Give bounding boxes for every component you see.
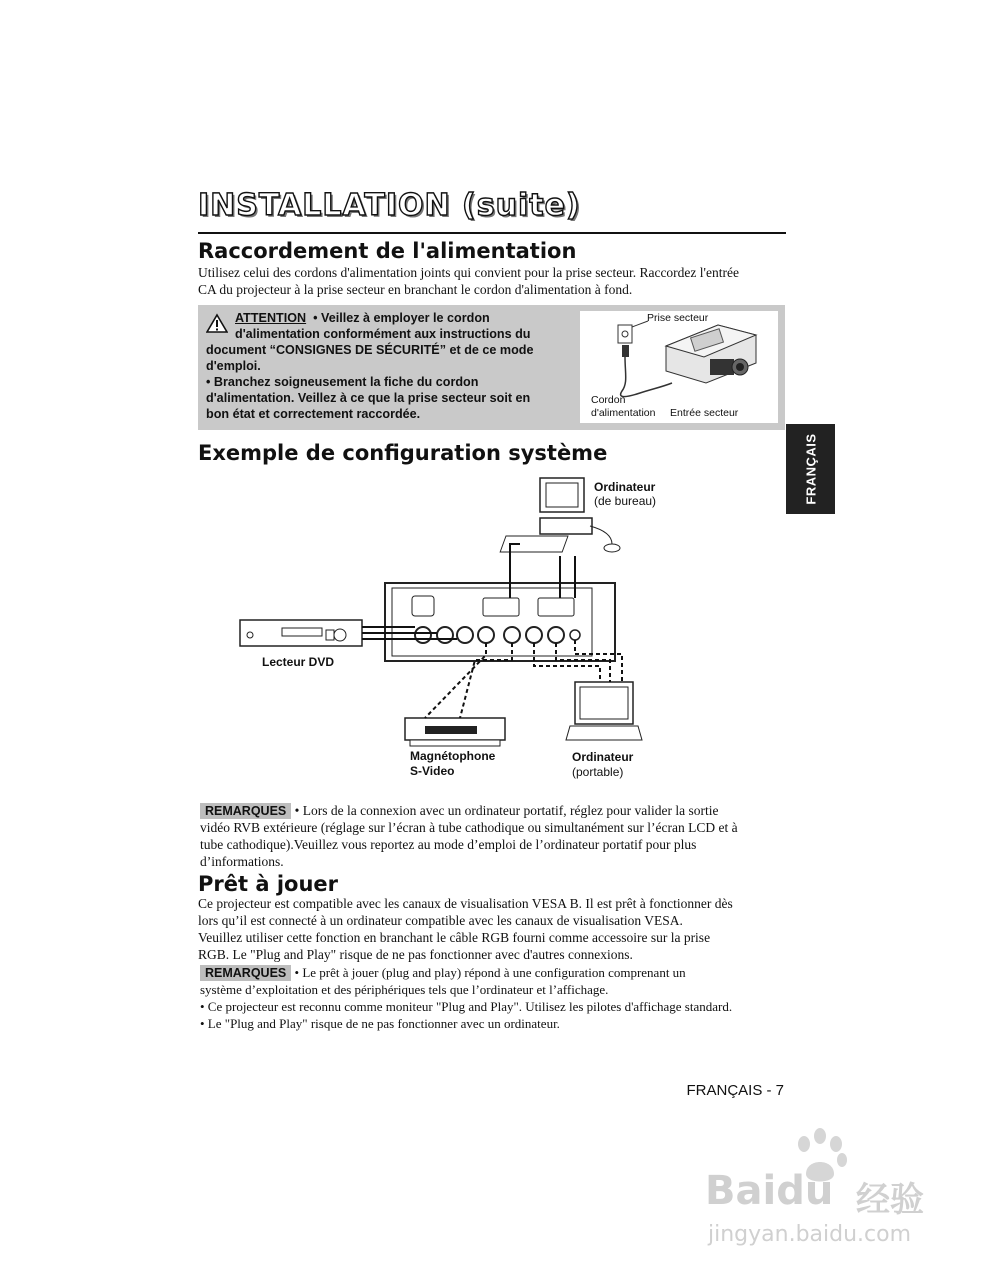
config-heading: Exemple de configuration système <box>198 441 608 465</box>
system-diagram <box>230 470 650 760</box>
vcr-label: Magnétophone S-Video <box>410 749 496 778</box>
outlet-label: Prise secteur <box>647 312 709 324</box>
projector-rear-panel <box>385 583 615 661</box>
remarks-badge: REMARQUES <box>200 803 291 819</box>
attention-text: ATTENTION • Veillez à employer le cordon d'alimentation conformément aux instructions du document “CONSIGNES DE SÉCURITÉ” et de ce mode d'emploi. • Branchez soigneusement la fiche du cordon d'alimentation. Veillez à ce que la prise secteur soit en bon état et correctement raccordée. <box>206 311 534 421</box>
dvd-player-illustration <box>240 620 362 646</box>
remarks-block-1: REMARQUES • Lors de la connexion avec un ordinateur portatif, réglez pour valider la sortie vidéo RVB extérieure (réglage sur l’écran à tube cathodique ou simultanément sur l’écran LCD et à tube cathodique).Veuillez vous reportez au mode d’emploi de l’ordinateur portatif pour plus d’informations. <box>200 803 738 869</box>
page-title: INSTALLATION (suite) <box>198 188 786 234</box>
power-intro: Utilisez celui des cordons d'alimentation joints qui convient pour la prise secteur. Raccordez l'entrée CA du projecteur à la prise secteur en branchant le cordon d'alimentation à fond. <box>198 265 739 297</box>
laptop-label: Ordinateur <box>572 750 634 764</box>
dvd-label: Lecteur DVD <box>262 655 335 669</box>
desktop-label: Ordinateur <box>594 480 656 494</box>
power-heading: Raccordement de l'alimentation <box>198 239 577 263</box>
page-number: FRANÇAIS - 7 <box>686 1082 784 1099</box>
watermark-brand: Baidu <box>705 1168 834 1214</box>
inlet-label: Entrée secteur <box>670 407 739 419</box>
laptop-sublabel: (portable) <box>572 765 624 779</box>
cord-label: Cordon d'alimentation <box>591 394 656 419</box>
desktop-sublabel: (de bureau) <box>594 494 657 508</box>
remarks-block-2: REMARQUES • Le prêt à jouer (plug and play) répond à une configuration comprenant un système d’exploitation et des périphériques tels que l’ordinateur et l’affichage. • Ce projecteur est reconnu comme moniteur "Plug and Play". Utilisez les pilotes d'affichage standard. • Le "Plug and Play" risque de ne pas fonctionner avec un ordinateur. <box>200 965 733 1031</box>
vcr-illustration <box>405 718 505 746</box>
remarks-badge: REMARQUES <box>200 965 291 981</box>
language-tab: FRANÇAIS <box>786 424 835 514</box>
laptop-illustration <box>566 682 642 740</box>
watermark-cn: 经验 <box>856 1180 924 1220</box>
watermark-url: jingyan.baidu.com <box>708 1222 912 1247</box>
plug-text: Ce projecteur est compatible avec les canaux de visualisation VESA B. Il est prêt à fonctionner dès lors qu’il est connecté à un ordinateur compatible avec les canaux de visualisation VESA. Veuillez utiliser cette fonction en branchant le câble RGB fourni comme accessoire sur la prise RGB. Le "Plug and Play" risque de ne pas fonctionner avec d'autres connexions. <box>198 896 733 962</box>
plug-heading: Prêt à jouer <box>198 872 338 896</box>
